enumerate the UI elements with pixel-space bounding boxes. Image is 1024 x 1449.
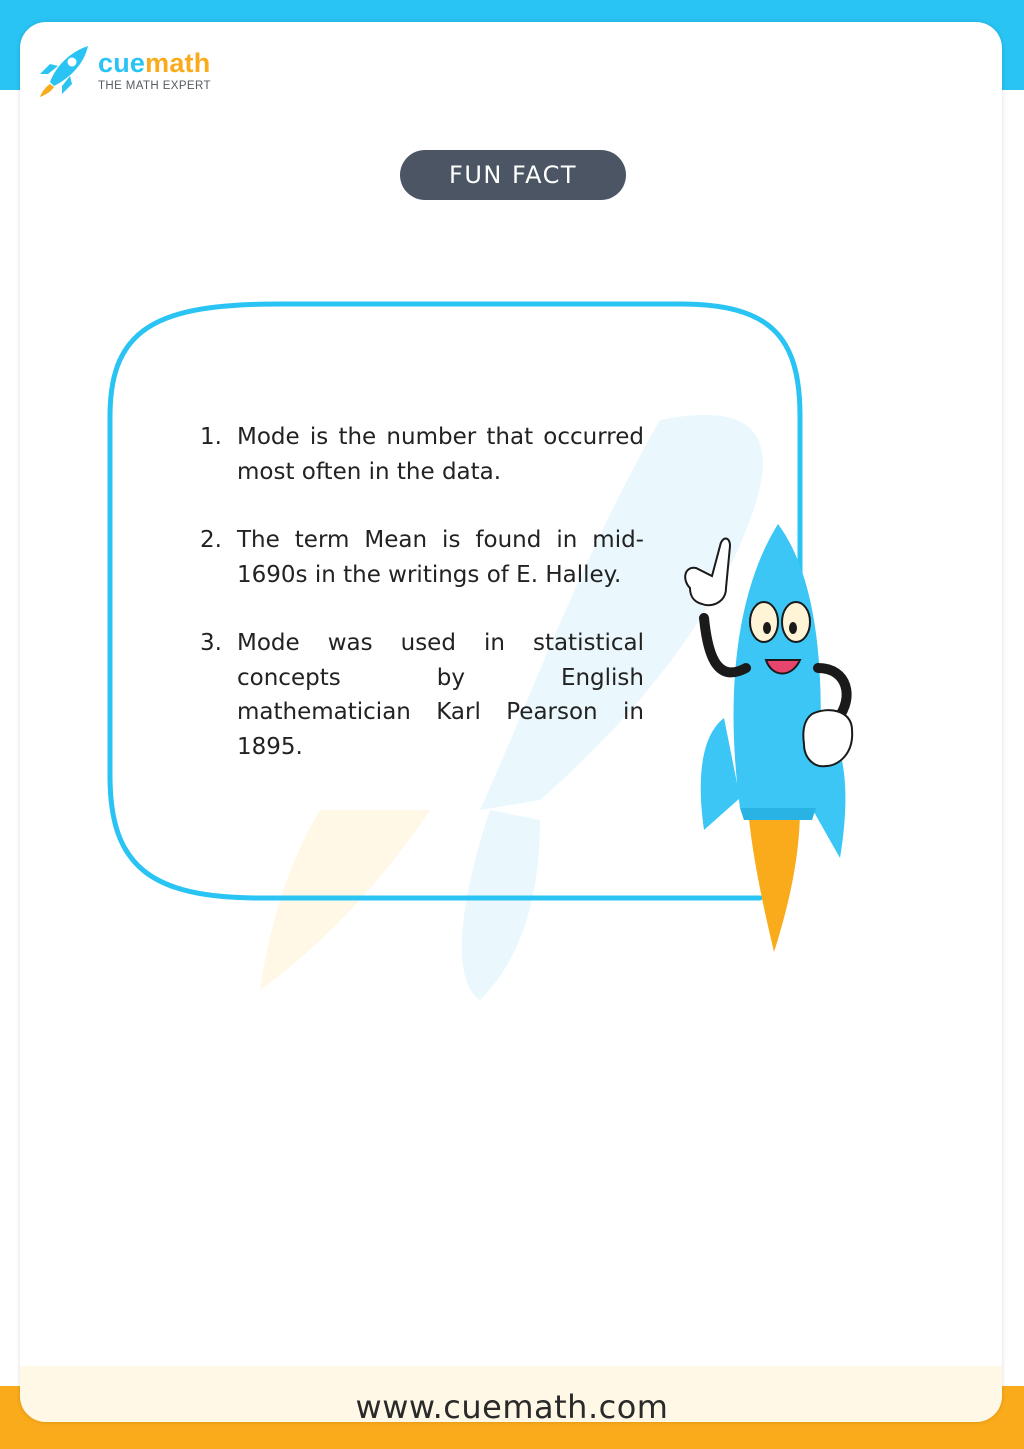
fact-text: Mode is the number that occurred most often in the data. xyxy=(237,424,644,485)
brand-name-math: math xyxy=(145,48,211,78)
rocket-mascot-icon xyxy=(668,518,868,958)
rocket-logo-icon xyxy=(36,44,94,98)
fact-item xyxy=(200,626,644,764)
fact-number: 3. xyxy=(200,630,222,656)
cuemath-logo[interactable] xyxy=(36,44,236,100)
fact-item xyxy=(200,523,644,592)
fact-number: 2. xyxy=(200,527,222,553)
fun-fact-list xyxy=(200,420,644,798)
fact-item xyxy=(200,420,644,489)
fact-text: Mode was used in statistical concepts by English mathematician Karl Pearson in 1895. xyxy=(237,630,644,760)
brand-name xyxy=(98,48,210,79)
fun-fact-badge: FUN FACT xyxy=(400,150,626,200)
fact-text: The term Mean is found in mid-1690s in the writings of E. Halley. xyxy=(237,527,644,588)
fact-number: 1. xyxy=(200,424,222,450)
brand-name-cue: cue xyxy=(98,48,146,78)
footer-url[interactable]: www.cuemath.com xyxy=(355,1388,669,1426)
brand-tagline: THE MATH EXPERT xyxy=(98,80,211,92)
